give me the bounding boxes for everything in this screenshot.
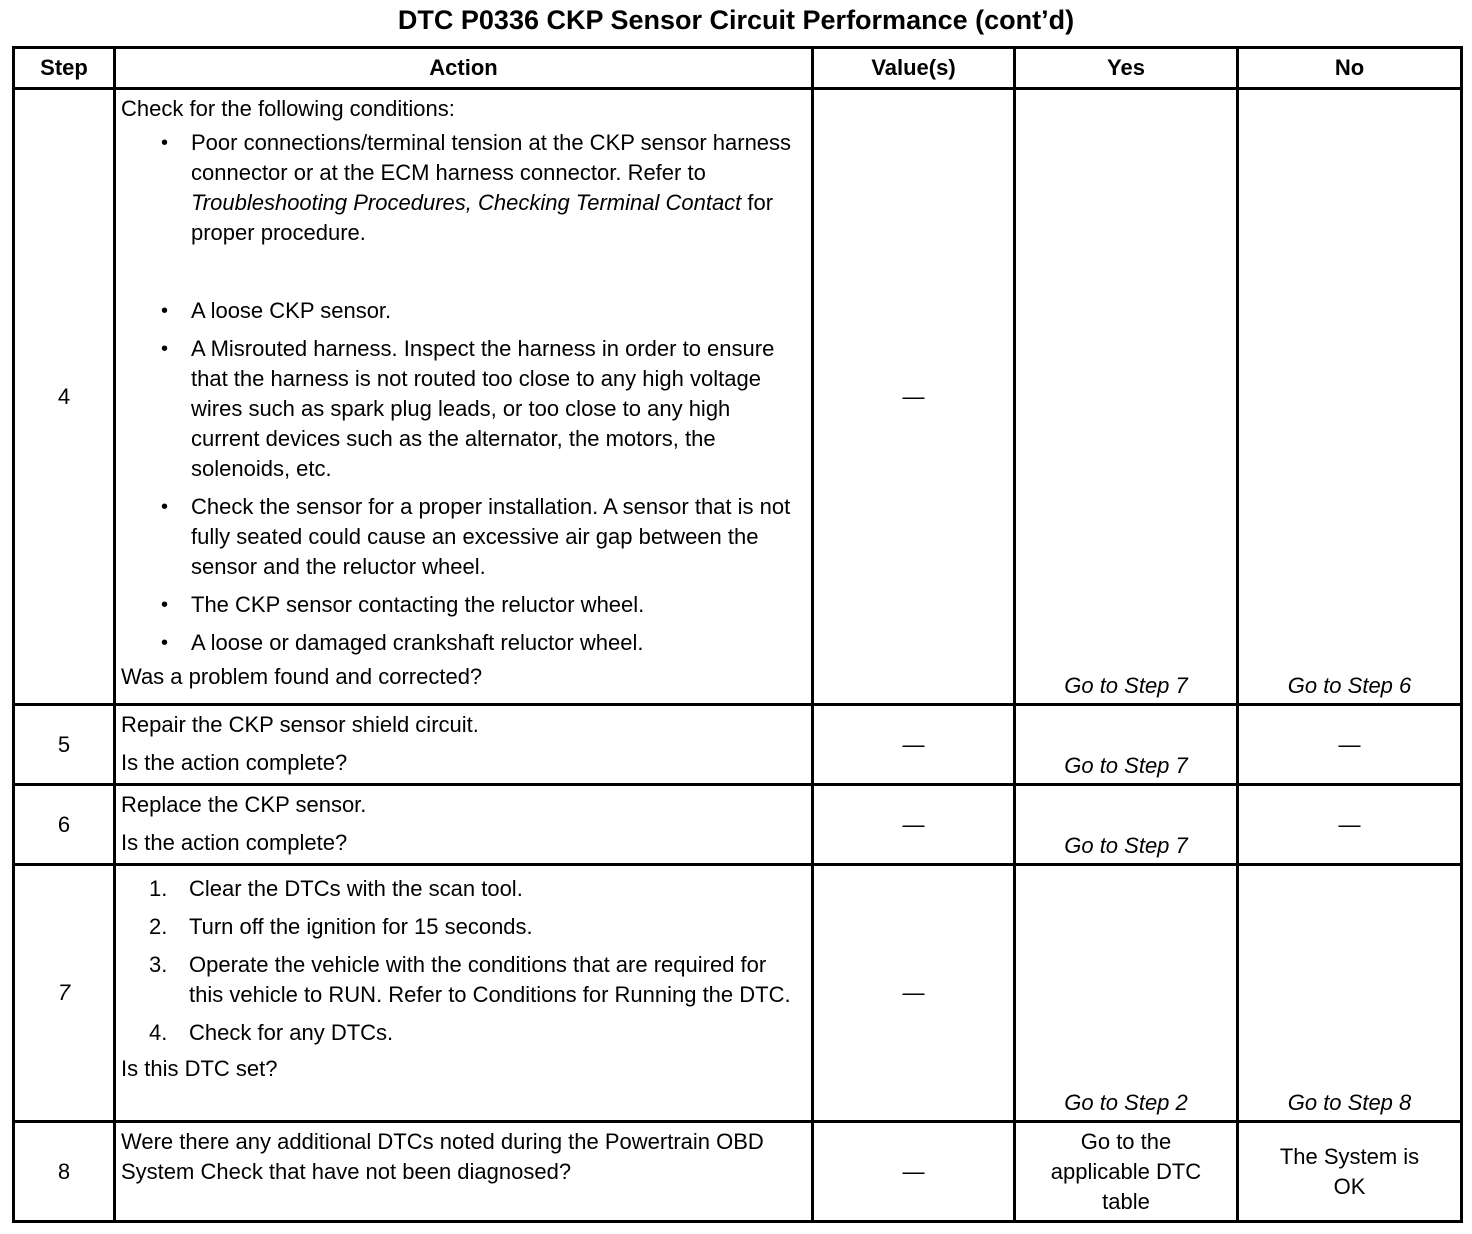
list-item: • Check the sensor for a proper installation. A sensor that is not fully seated could cause an excessive air gap between the sensor and the reluctor wheel.: [161, 492, 803, 582]
action-text: Were there any additional DTCs noted during the Powertrain OBD System Check that have not been diagnosed?: [121, 1129, 764, 1184]
action-question: Was a problem found and corrected?: [121, 664, 483, 689]
no-cell: —: [1238, 705, 1462, 785]
no-cell: [1238, 89, 1462, 705]
action-cell: [115, 89, 813, 705]
list-item: • A Misrouted harness. Inspect the harness in order to ensure that the harness is not routed too close to any high voltage wires such as spark plug leads, or too close to any high current devices such as the alternator, the motors, the solenoids, etc.: [161, 334, 803, 484]
header-values: Value(s): [813, 48, 1015, 89]
no-goto: Go to Step 6: [1287, 673, 1412, 698]
yes-goto: Go to Step 7: [1064, 753, 1188, 778]
yes-cell: Go to the applicable DTC table: [1015, 1122, 1238, 1222]
step-number: 6: [14, 785, 115, 865]
no-cell: [1238, 865, 1462, 1122]
list-number: 4.: [149, 1020, 168, 1045]
list-item: [161, 128, 803, 288]
table-row: [14, 785, 1462, 865]
list-item: • A loose or damaged crankshaft reluctor wheel.: [161, 628, 803, 658]
step-number: 7: [14, 865, 115, 1122]
action-question: Is the action complete?: [121, 750, 348, 775]
yes-cell: [1015, 705, 1238, 785]
action-text: Repair the CKP sensor shield circuit.: [121, 712, 479, 737]
list-item: [149, 912, 803, 942]
dtc-table: [12, 46, 1463, 1223]
yes-cell: [1015, 89, 1238, 705]
header-no: No: [1238, 48, 1462, 89]
header-step: Step: [14, 48, 115, 89]
list-text: for proper procedure.: [191, 190, 774, 245]
list-text: Operate the vehicle with the conditions that are required for this vehicle to RUN. Refer to Conditions for Running the DTC.: [189, 952, 791, 1007]
table-row: [14, 705, 1462, 785]
value-cell: —: [813, 89, 1015, 705]
yes-goto: Go to Step 2: [1064, 1090, 1188, 1115]
action-cell: [115, 705, 813, 785]
table-row: [14, 89, 1462, 705]
action-question: Is this DTC set?: [121, 1056, 278, 1081]
condition-list: [121, 128, 803, 658]
list-number: 2.: [149, 914, 168, 939]
value-cell: —: [813, 1122, 1015, 1222]
list-item: • The CKP sensor contacting the reluctor wheel.: [161, 590, 803, 620]
action-cell: [115, 1122, 813, 1222]
procedure-list: [121, 874, 803, 1048]
value-cell: —: [813, 705, 1015, 785]
list-item: • A loose CKP sensor.: [161, 296, 803, 326]
step-number: 5: [14, 705, 115, 785]
list-number: 1.: [149, 876, 168, 901]
no-cell: —: [1238, 785, 1462, 865]
header-row: [14, 48, 1462, 89]
table-row: [14, 1122, 1462, 1222]
table-row: [14, 865, 1462, 1122]
action-cell: [115, 785, 813, 865]
value-cell: —: [813, 865, 1015, 1122]
action-cell: [115, 865, 813, 1122]
no-goto: Go to Step 8: [1287, 1090, 1412, 1115]
action-text: Replace the CKP sensor.: [121, 792, 367, 817]
step-number: 4: [14, 89, 115, 705]
list-text: Check for any DTCs.: [189, 1020, 394, 1045]
list-item: [149, 950, 803, 1010]
yes-cell: [1015, 785, 1238, 865]
value-cell: —: [813, 785, 1015, 865]
list-text: Poor connections/terminal tension at the CKP sensor harness connector or at the ECM harness connector. Refer to: [191, 130, 792, 185]
page-title: DTC P0336 CKP Sensor Circuit Performance (cont’d): [397, 5, 1075, 35]
action-intro: Check for the following conditions:: [121, 96, 455, 121]
step-number: 8: [14, 1122, 115, 1222]
list-item: [149, 874, 803, 904]
header-yes: Yes: [1015, 48, 1238, 89]
header-action: Action: [115, 48, 813, 89]
list-number: 3.: [149, 952, 168, 977]
list-text: Clear the DTCs with the scan tool.: [189, 876, 523, 901]
list-item: [149, 1018, 803, 1048]
list-text: Turn off the ignition for 15 seconds.: [189, 914, 533, 939]
reference-link-text: Troubleshooting Procedures, Checking Terminal Contact: [191, 190, 742, 215]
yes-goto: Go to Step 7: [1064, 673, 1188, 698]
no-cell: The System is OK: [1238, 1122, 1462, 1222]
yes-goto: Go to Step 7: [1064, 833, 1188, 858]
action-question: Is the action complete?: [121, 830, 348, 855]
yes-cell: [1015, 865, 1238, 1122]
